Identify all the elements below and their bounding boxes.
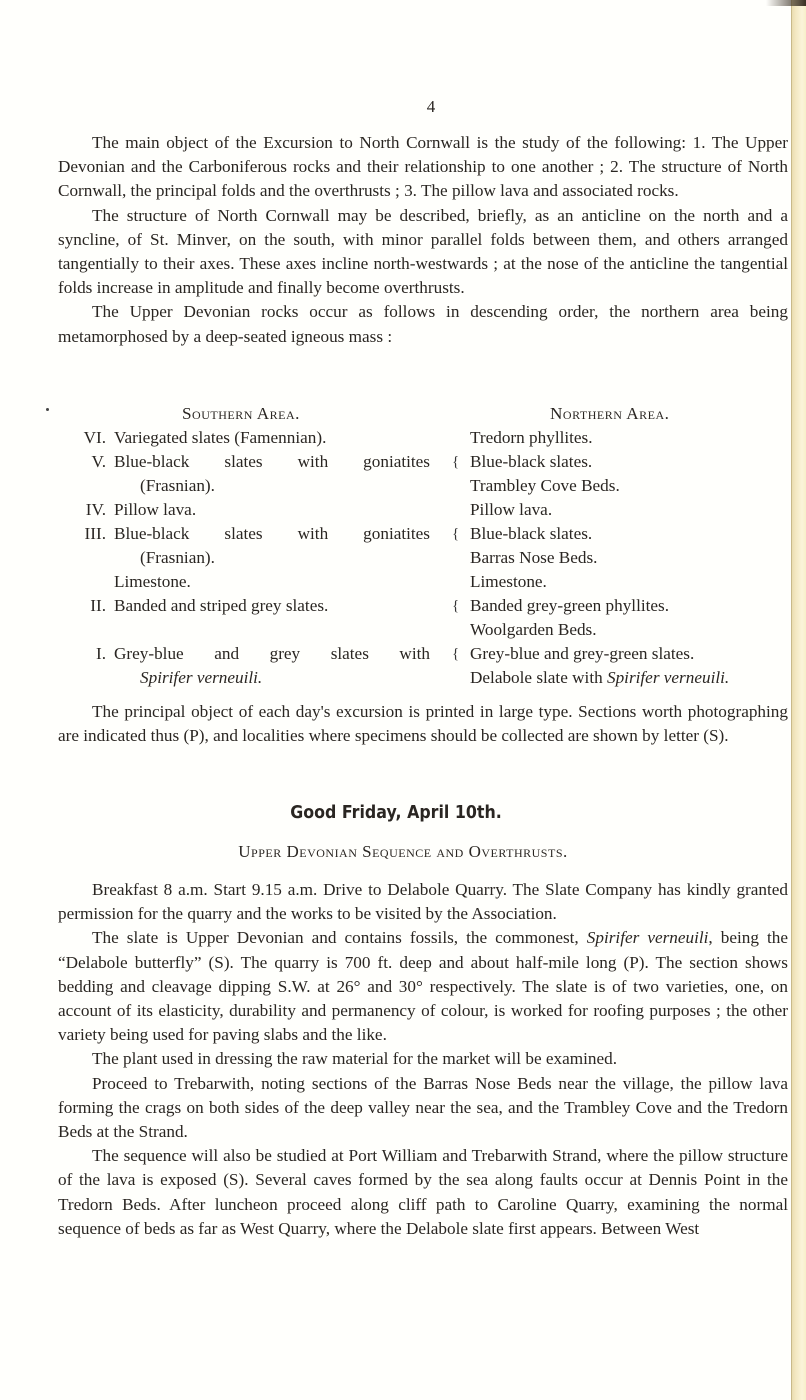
day-title: Good Friday, April 10th. — [290, 802, 502, 823]
structure-text: The structure of North Cornwall may be described, briefly, as an anticline on the north and a syncline, of St. Minver, on the south, with minor parallel folds between them, and others arranged tangentially to their axes. These axes incline north-westwards ; at the nose of the anticline the tangential folds increase in amplitude and finally become overthrusts. — [58, 205, 788, 298]
northern-entry — [470, 450, 800, 498]
northern-entry-line: Banded grey-green phyllites. — [470, 596, 670, 615]
southern-entry — [114, 450, 430, 498]
row-number: II. — [90, 596, 106, 615]
intro-paragraph-objects — [58, 131, 788, 204]
southern-area-heading: Southern Area. — [182, 404, 300, 423]
northern-entry — [470, 642, 800, 690]
southern-entry: Pillow lava. — [114, 500, 197, 519]
species-name: Spirifer verneuili — [586, 928, 709, 948]
day-subtitle: Upper Devonian Sequence and Overthrusts. — [238, 842, 568, 861]
northern-entry-line: Woolgarden Beds. — [470, 620, 597, 640]
southern-entry-text: Blue-black slates with goniatites — [114, 452, 430, 471]
intro-line: The main object of the Excursion to North Cornwall is the study of the following: — [92, 133, 687, 152]
southern-entry: Banded and striped grey slates. — [114, 596, 329, 615]
northern-entry-line: Trambley Cove Beds. — [470, 476, 620, 496]
southern-entry-species: Spirifer verneuili. — [140, 668, 263, 688]
northern-entry: Tredorn phyllites. — [470, 428, 593, 447]
row-number: VI. — [83, 428, 106, 447]
southern-entry: Limestone. — [114, 572, 191, 591]
northern-area-heading: Northern Area. — [550, 404, 670, 423]
brace-icon: { — [452, 646, 460, 662]
legend-paragraph: The principal object of each day's excursion is printed in large type. Sections worth photographing are indicated thus (P), and localities where specimens should be collected are shown by letter (S). — [58, 702, 788, 746]
paragraph-text: The slate is Upper Devonian and contains fossils, the commonest, — [92, 928, 587, 948]
intro-paragraph-structure — [58, 204, 788, 301]
day-body — [58, 878, 788, 1241]
page-gutter — [791, 0, 806, 1400]
day-paragraph — [58, 926, 788, 1047]
day-paragraph: The plant used in dressing the raw material for the market will be examined. — [92, 1049, 617, 1069]
row-number: IV. — [85, 500, 106, 519]
brace-icon: { — [452, 454, 460, 470]
northern-entry-line: Blue-black slates. — [470, 452, 593, 471]
southern-entry-text: Grey-blue and grey slates with — [114, 644, 430, 663]
brace-icon: { — [452, 526, 460, 542]
northern-entry: Limestone. — [470, 572, 547, 591]
paragraph-text: , being the “Delabole butterfly” (S). The quarry is 700 ft. deep and about half-mile long (P). The section shows bedding and cleavage dipping S.W. at 26° and 30° respectively. The slate is of two varieties, one, on account of its elasticity, durability and permanency of colour, is worked for roofing purposes ; the other variety being used for paving slabs and the like. — [58, 928, 788, 1045]
southern-entry: Variegated slates (Famennian). — [114, 428, 327, 447]
northern-entry — [470, 594, 800, 642]
row-number: V. — [91, 452, 106, 471]
northern-entry-line: Delabole slate with — [470, 668, 603, 688]
brace-icon: { — [452, 598, 460, 614]
intro-objects-list: 1. The Upper Devonian and the Carboniferous rocks and their relationship to one another ; 2. The structure of North Cornwall, the principal folds and the overthrusts ; 3. The pillow lava and associated rocks. — [58, 133, 789, 201]
southern-entry-text: Blue-black slates with goniatites — [114, 524, 430, 543]
southern-entry — [114, 642, 430, 690]
ink-speck — [46, 408, 49, 411]
southern-entry-continuation: (Frasnian). — [140, 548, 215, 568]
row-number: I. — [95, 644, 106, 663]
day-paragraph: Proceed to Trebarwith, noting sections of the Barras Nose Beds near the village, the pillow lava forming the crags on both sides of the deep valley near the sea, and the Trambley Cove and the Tredorn Beds at the Strand. — [58, 1073, 788, 1142]
page-number: 4 — [426, 97, 436, 116]
southern-entry-continuation: (Frasnian). — [140, 476, 215, 496]
northern-entry: Pillow lava. — [470, 500, 553, 519]
day-paragraph: Breakfast 8 a.m. Start 9.15 a.m. Drive to Delabole Quarry. The Slate Company has kindly granted permission for the quarry and the works to be visited by the Association. — [58, 880, 788, 924]
northern-entry-line: Grey-blue and grey-green slates. — [470, 644, 695, 663]
northern-entry-line: Barras Nose Beds. — [470, 548, 598, 568]
southern-entry — [114, 522, 430, 570]
day-paragraph: The sequence will also be studied at Port William and Trebarwith Strand, where the pillow structure of the lava is exposed (S). Several caves formed by the sea along faults occur at Dennis Point in the Tredorn Beds. After luncheon proceed along cliff path to Caroline Quarry, examining the normal sequence of beds as far as West Quarry, where the Delabole slate first appears. Between West — [58, 1146, 788, 1238]
intro-section — [58, 131, 788, 349]
intro-paragraph-sequence: The Upper Devonian rocks occur as follows in descending order, the northern area being metamorphosed by a deep-seated igneous mass : — [58, 302, 788, 346]
northern-entry-species: Spirifer verneuili. — [606, 668, 730, 688]
northern-entry-line: Blue-black slates. — [470, 524, 593, 543]
legend-section — [58, 700, 788, 748]
corner-shadow — [766, 0, 806, 6]
northern-entry — [470, 522, 800, 570]
row-number: III. — [84, 524, 106, 543]
